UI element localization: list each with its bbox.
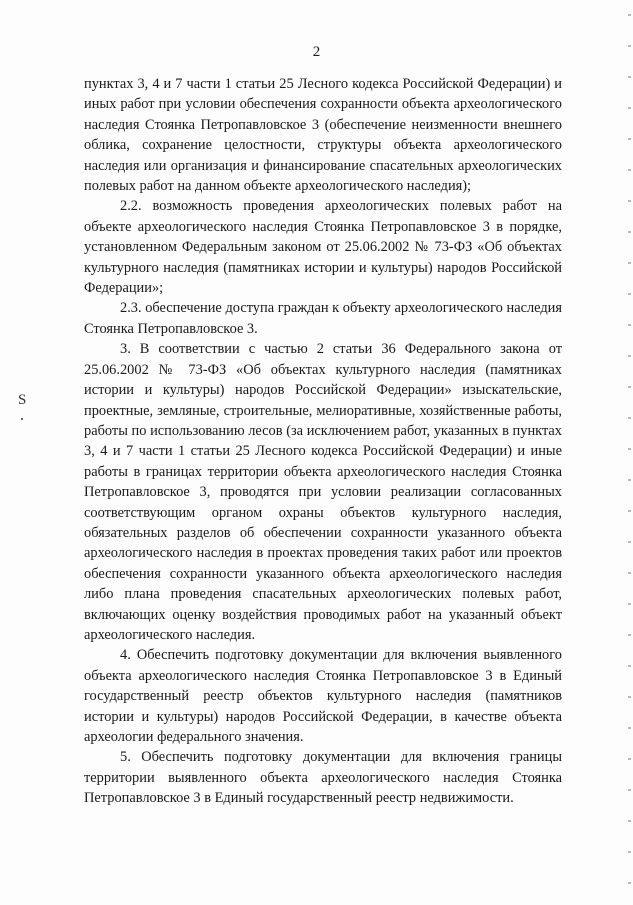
scan-speck <box>21 418 23 420</box>
scan-edge-artifact <box>628 0 631 905</box>
margin-mark: Ѕ <box>18 392 27 408</box>
paragraph-5: 5. Обеспечить подготовку документации для включения границы территории выявленного объекта археологического наследия Стоянка Петропавловское 3 в Единый государственный реестр недвижимости. <box>84 749 562 807</box>
paragraph-2-3: 2.3. обеспечение доступа граждан к объекту археологического наследия Стоянка Петропавловское 3. <box>84 300 562 337</box>
paragraph-3: 3. В соответствии с частью 2 статьи 36 Федерального закона от 25.06.2002 № 73-ФЗ «Об объектах культурного наследия (памятниках истории и культуры) народов Российской Федерации» изыскательские, проектные, земляные, строительные, мелиоративные, хозяйственные работы, работы по использованию лесов (за исключением работ, указанных в пунктах 3, 4 и 7 части 1 статьи 25 Лесного кодекса Российской Федерации) и иные работы в границах территории объекта археологического наследия Стоянка Петропавловское 3, проводятся при условии реализации согласованных соответствующим органом охраны объектов культурного наследия, обязательных разделов об обеспечении сохранности указанного объекта археологического наследия в проектах проведения таких работ или проектов обеспечения сохранности указанного объекта археологического наследия либо плана проведения спасательных археологических полевых работ, включающих оценку воздействия проводимых работ на указанный объект археологического наследия. <box>84 341 562 643</box>
paragraph-2-2: 2.2. возможность проведения археологических полевых работ на объекте археологического наследия Стоянка Петропавловское 3 в порядке, установленном Федеральным законом от 25.06.2002 № 73-ФЗ «Об объектах культурного наследия (памятниках истории и культуры) народов Российской Федерации»; <box>84 198 562 297</box>
document-body <box>84 74 562 809</box>
paragraph-continuation: пунктах 3, 4 и 7 части 1 статьи 25 Лесного кодекса Российской Федерации) и иных работ при условии обеспечения сохранности объекта археологического наследия Стоянка Петропавловское 3 (обеспечение неизменности внешнего облика, сохранение целостности, структуры объекта археологического наследия или организация и финансирование спасательных археологических полевых работ на данном объекте археологического наследия); <box>84 76 562 195</box>
page-number: 2 <box>312 44 321 60</box>
paragraph-4: 4. Обеспечить подготовку документации для включения выявленного объекта археологического наследия Стоянка Петропавловское 3 в Единый государственный реестр объектов культурного наследия (памятников истории и культуры) народов Российской Федерации, в качестве объекта археологии федерального значения. <box>84 647 562 745</box>
